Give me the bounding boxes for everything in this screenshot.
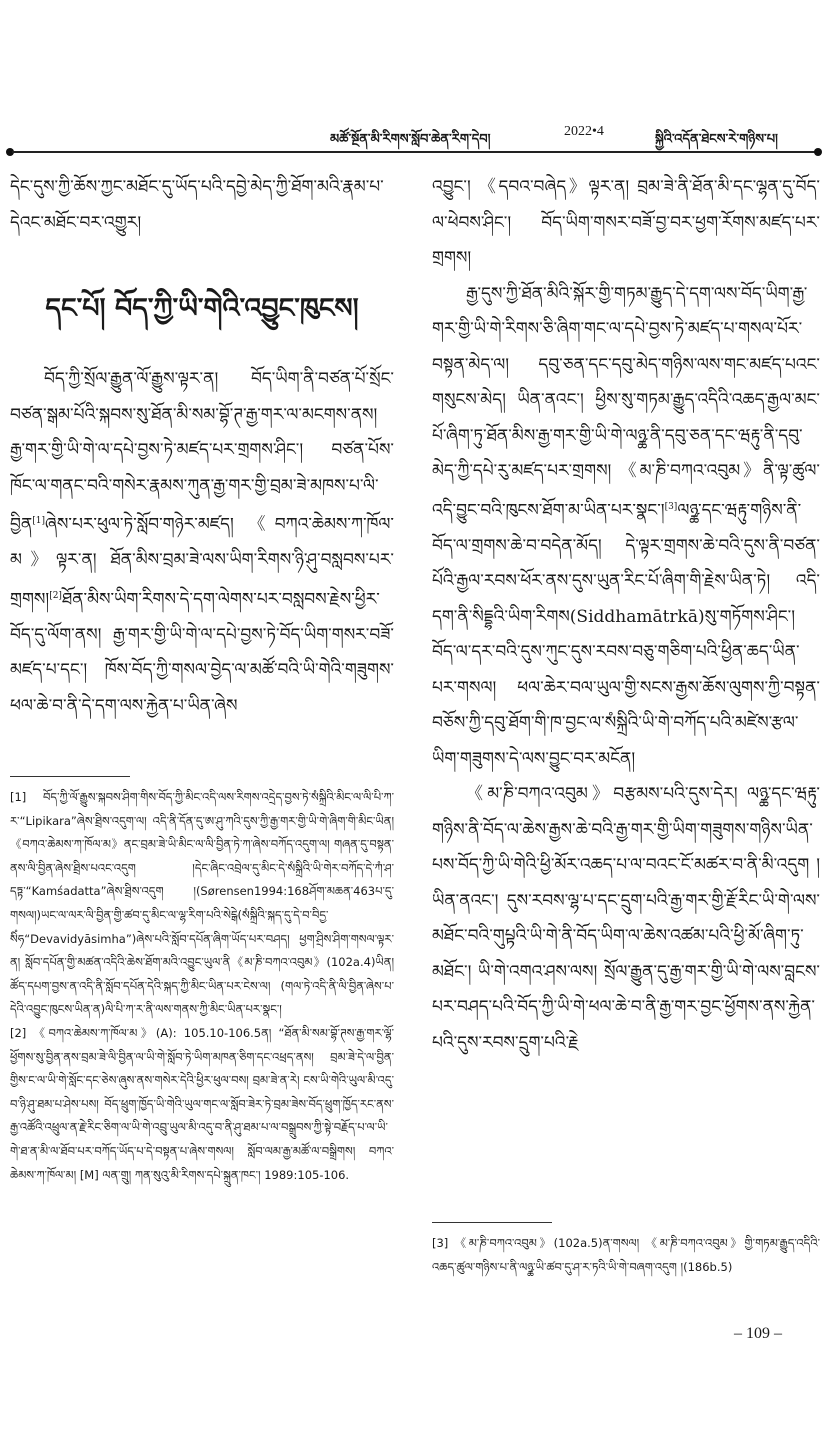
right-paragraph-2: [432, 277, 820, 778]
footnote-ref-1[interactable]: [1]: [32, 516, 45, 526]
running-header: [0, 118, 828, 148]
journal-title: མཚོ་སྔོན་མི་རིགས་སློབ་ཆེན་རིག་དེབ།: [330, 132, 491, 147]
footnote-3: [3] 《མ་ཎི་བཀའ་འབུམ》(102a.5)ན་གསལ། 《མ་ཎི་བཀའ་འབུམ》གྱི་གཏམ་རྒྱུད་འདིའི་འཆད་ཚུལ་གཉིས་པ་ནི་ལཉྪ་ཡི་ཚབ་དུ་ཤ་ར་ཏའི་ཡི་གེ་བཞག་འདུག །(186b.5): [432, 1236, 820, 1274]
footnote-ref-2[interactable]: [2]: [49, 590, 62, 601]
footnotes-right: [432, 1232, 820, 1292]
footnote-1: [1] བོད་ཀྱི་ལོ་རྒྱུས་སྐབས་ཤིག་གིས་བོད་ཀྱི་མིང་འདི་ལས་རིགས་འདྲེད་བྱས་ཏེ་སཾསྐྲིའི་མིང་ལ་ལི་པི་ཀ་ར་“Lipikara”ཞེས་ཐྲིས་འདུག་ལ། འདི་ནི་དོན་དུ་ཨ་ཤུ་ཀའི་དུས་ཀྱི་རྒྱ་གར་གྱི་ཡི་གེ་ཞིག་གི་མིང་ཡིན། 《བཀའ་ཆེམས་ཀ་ཁོལ་མ》ནང་བྲམ་ཟེ་ཡི་མིང་ལ་ལི་བྱིན་ཏེ་ཀ་ཞེས་བཀོད་འདུག་ལ། གཞན་དུ་བསྟན་ནས་ལི་བྱིན་ཞེས་ཐྲིས་པའང་འདུག །དེང་ཞིང་འབྲེལ་དུ་མིང་དེ་སཾསྐྲིའི་ཡི་གེར་བཀོད་དེ་ཀཾ་ཤ་དཏྟ་“Kamśadatta”ཞེས་ཐྲིས་འདུག །(Sørensen1994:168ཤོག་མཆན་463པ་དུ་གསལ།)ཡང་ལ་ལར་ལི་བྱིན་གྱི་ཚབ་དུ་མིང་ལ་ལྷ་རིག་པའི་སེངྒེ(སཾསྐྲིའི་སྐད་དུ་དེ་བ་བིདྱ་སིཾཧ“Devavidyāsimha”)ཞེས་པའི་སློབ་དཔོན་ཞིག་ཡོད་པར་བཤད། ཕྱག་ཤྲིས་ཤིག་གསལ་ལྟར་ན། སློབ་དཔོན་གྱི་མཚན་འདིའི་ཆེས་ཐོག་མའི་འབྱུང་ཡུལ་ནི《མ་ཎི་བཀའ་འབུམ》(102a.4)ཡིན། ཚོད་དཔག་བྱས་ན་འདི་ནི་སློབ་དཔོན་དེའི་སྐད་ཀྱི་མིང་ཡིན་པར་ངེས་ལ། (གལ་ཏེ་འདི་ནི་ལི་བྱིན་ཞེས་པ་དེའི་འབྱུང་ཁུངས་ཡིན་ན)ལི་པི་ཀ་ར་ནི་ལས་གནས་ཀྱི་མིང་ཡིན་པར་སྣང་།: [10, 790, 394, 1017]
body-text-2: ཞེས་པར་ཕུལ་ཏེ་སློབ་གཉེར་མཛད། 《བཀའ་ཆེམས་ཀ་ཁོལ་མ》ལྟར་ན། ཐོན་མིས་བྲམ་ཟེ་ལས་ཡིག་རིགས་ཉི་ཤུ་བསླབས་པར་གྲགས།: [10, 514, 394, 610]
right-text-2b: ལཉྪ་དང་ཝརྟུ་གཉིས་ནི་བོད་ལ་གྲགས་ཆེ་བ་བདེན་མོད། དེ་ལྟར་གྲགས་ཆེ་བའི་དུས་ནི་བཙན་པོའི་རྒྱལ་རབས་ཕོར་ནས་དུས་ཡུན་རིང་པོ་ཞིག་གི་རྗེས་ཡིན་ཏེ། འདི་དག་ནི་སིདྡྷའི་ཡིག་རིགས(Siddhamātrkā)སུ་གཏོགས་ཤིང་། བོད་ལ་དར་བའི་དུས་ཀུང་དུས་རབས་བཅུ་གཅིག་པའི་ཕྱིན་ཆད་ཡིན་པར་གསལ། ཕལ་ཆེར་བལ་ཡུལ་གྱི་སངས་རྒྱས་ཆོས་ལུགས་ཀྱི་བསྟན་བཅོས་ཀྱི་དབུ་ཐོག་གི་ཁ་བྱང་ལ་སཾསྐྲིའི་ཡི་གེ་བཀོད་པའི་མཛེས་རྩལ་ཡིག་གཟུགས་དེ་ལས་བྱུང་བར་མངོན།: [432, 500, 820, 769]
intro-paragraph: དེང་དུས་ཀྱི་ཆོས་ཀྱང་མཐོང་དུ་ཡོད་པའི་དབྱེ་མེད་ཀྱི་ཐོག་མའི་རྣམ་པ་དེའང་མཐོང་བར་འགྱུར།: [10, 177, 384, 233]
right-paragraph-3: 《མ་ཎི་བཀའ་འབུམ》བརྩམས་པའི་དུས་དེར། ལཉྪ་དང་ཝརྟུ་གཉིས་ནི་བོད་ལ་ཆེས་རྒྱས་ཆེ་བའི་རྒྱ་གར་གྱི་ཡིག་གཟུགས་གཉིས་ཡིན་པས་བོད་ཀྱི་ཡི་གེའི་ཕྱི་མོར་འཆད་པ་ལ་བའང་ངོ་མཚར་བ་ནི་མི་འདུག །ཡིན་ནའང་། དུས་རབས་ལྷ་པ་དང་དྲུག་པའི་རྒྱ་གར་གྱི་རྗོ་རིང་ཡི་གེ་ལས་མཐོང་བའི་གུཔྟའི་ཡི་གེ་ནི་བོད་ཡིག་ལ་ཆེས་འཚམ་པའི་ཕྱི་མོ་ཞིག་ཏུ་མཐོང་། ཡི་གེ་འགའ་ཤས་ལས། སྲོལ་རྒྱུན་དུ་རྒྱ་གར་གྱི་ཡི་གེ་ལས་བླངས་པར་བཤད་པའི་བོད་ཀྱི་ཡི་གེ་ཕལ་ཆེ་བ་ནི་རྒྱ་གར་བྱང་ཕྱོགས་ནས་རྐྱེན་པའི་དུས་རབས་དྲུག་པའི་རྗེ: [432, 784, 820, 1053]
left-column-body: [10, 345, 394, 755]
footnote-rule-left: [10, 776, 130, 777]
header-rule: [12, 151, 816, 153]
section-title: སྐྱིའི་འདོན་ཐེངས་རེ་གཉིས་པ།: [655, 132, 778, 147]
footnotes-left: [10, 786, 394, 1306]
rule-dot-right: [814, 148, 822, 156]
issue-number: 2022•4: [564, 124, 604, 139]
footnote-2: [2] 《བཀའ་ཆེམས་ཀ་ཁོལ་མ》(A): 105.10-106.5ན། “ཐོན་མི་སམ་བྷོ་ཊས་རྒྱ་གར་ལྷོ་ཕྱོགས་སུ་བྱིན་ནས་བྲམ་ཟེ་ལི་བྱིན་ལ་ཡི་གེ་སློབ་ཏེ་ཡིག་མཁན་ཅིག་དང་འཕྲད་ནས། བྲམ་ཟེ་དེ་ལ་བྱིན་གྱིས་ང་ལ་ཡི་གེ་སློང་དང་ཅེས་ཞུས་ནས་གསེར་དེའི་ཕྱིར་ཕུལ་བས། བྲམ་ཟེ་ན་རེ། ངས་ཡི་གེའི་ཡུལ་མི་འདུ་བ་ཉི་ཤུ་ཐམ་པ་ཤེས་པས། བོད་ཕྲུག་ཁྱོད་ཡི་གེའི་ཡུལ་གང་ལ་སློབ་ཟེར་ཏེ་བྲམ་ཟེས་བོད་ཕྲུག་ཁྱོད་རང་ནས་རྒྱ་འཚོའི་འཕྲུལ་ན་རྗེ་རིང་ཅིག་ལ་ཡི་གེ་འབྲུ་ཡུལ་མི་འདུ་བ་ནི་ཤུ་ཐམ་པ་ལ་བསྒྲུབས་ཀྱི་སྟེ་བརྗོད་པ་ལ་ཡི་གེ་ཐ་ན་མི་ལ་ཐོབ་པར་བཀོད་ཡོད་པ་དེ་བསྟན་པ་ཞེས་གསལ། སློབ་ལམ་རྒྱ་མཚོ་ལ་བསྒྲིགས། བཀའ་ཆེམས་ཀ་ཁོལ་མ། [M] ལན་གྲུ། ཀན་སུའུ་མི་རིགས་དཔེ་སྐྲུན་ཁང་། 1989:105-106.: [10, 1025, 394, 1182]
right-paragraph-1: འབྱུང་། 《དབའ་བཞེད》ལྟར་ན། བྲམ་ཟེ་ནི་ཐོན་མི་དང་ལྷན་དུ་བོད་ལ་ཕེབས་ཤིང་། བོད་ཡིག་གསར་བཟོ་བྱ་བར་ཕྱག་རོགས་མཛད་པར་གྲགས།: [432, 177, 820, 268]
footnote-ref-3[interactable]: [3]: [664, 501, 678, 512]
section-heading: དང་པོ། བོད་ཀྱི་ཡི་གེའི་འབྱུང་ཁུངས།: [45, 293, 359, 324]
body-text: བོད་ཀྱི་སྲོལ་རྒྱུན་ལོ་རྒྱུས་ལྟར་ན། བོད་ཡིག་ནི་བཙན་པོ་སྲོང་བཙན་སྒམ་པོའི་སྐབས་སུ་ཐོན་མི་སམ་བྷོ་ཊ་རྒྱ་གར་ལ་མངགས་ནས། རྒྱ་གར་གྱི་ཡི་གེ་ལ་དཔེ་བྱས་ཏེ་མཛད་པར་གྲགས་ཤིང་། བཙན་པོས་ཁོང་ལ་གནང་བའི་གསེར་རྣམས་ཀུན་རྒྱ་གར་གྱི་བྲམ་ཟེ་མཁས་པ་ལི་བྱིན: [10, 369, 394, 535]
body-text-3: ཐོན་མིས་ཡིག་རིགས་དེ་དག་ལེགས་པར་བསླབས་རྗེས་ཕྱིར་བོད་དུ་ལོག་ནས། རྒྱ་གར་གྱི་ཡི་གེ་ལ་དཔེ་བྱས་ཏེ་བོད་ཡིག་གསར་བཟོ་མཛད་པ་དང་། ཁོས་བོད་ཀྱི་གསལ་བྱེད་ལ་མཚོ་བའི་ཡི་གེའི་གཟུགས་ཕལ་ཆེ་བ་ནི་དེ་དག་ལས་རྐྱེན་པ་ཡིན་ཞེས: [10, 589, 394, 716]
footnote-rule-right: [432, 1222, 552, 1223]
right-text-2a: རྒྱ་དུས་ཀྱི་ཐོན་མིའི་སྐོར་གྱི་གཏམ་རྒྱུད་དེ་དག་ལས་བོད་ཡིག་རྒྱ་གར་གྱི་ཡི་གེ་རིགས་ཅི་ཞིག་གང་ལ་དཔེ་བྱས་ཏེ་མཛད་པ་གསལ་པོར་བསྟན་མེད་ལ། དབུ་ཅན་དང་དབུ་མེད་གཉིས་ལས་གང་མཛད་པའང་གསུངས་མེད། ཡིན་ནའང་། ཕྱིས་སུ་གཏམ་རྒྱུད་འདིའི་འཆད་རྒྱལ་མང་པོ་ཞིག་ཏུ་ཐོན་མིས་རྒྱ་གར་གྱི་ཡི་གེ་ལཉྪ་ནི་དབུ་ཅན་དང་ཝརྟུ་ནི་དབུ་མེད་ཀྱི་དཔེ་རུ་མཛད་པར་གྲགས། 《མ་ཎི་བཀའ་འབུམ》ནི་ལྟ་ཚུལ་འདི་བྱུང་བའི་ཁུངས་ཐོག་མ་ཡིན་པར་སྣང་།: [432, 283, 820, 521]
page-number: – 109 –: [734, 1325, 782, 1342]
left-column-intro: [10, 170, 394, 260]
right-column: [432, 170, 820, 1200]
body-paragraph: [10, 362, 394, 724]
